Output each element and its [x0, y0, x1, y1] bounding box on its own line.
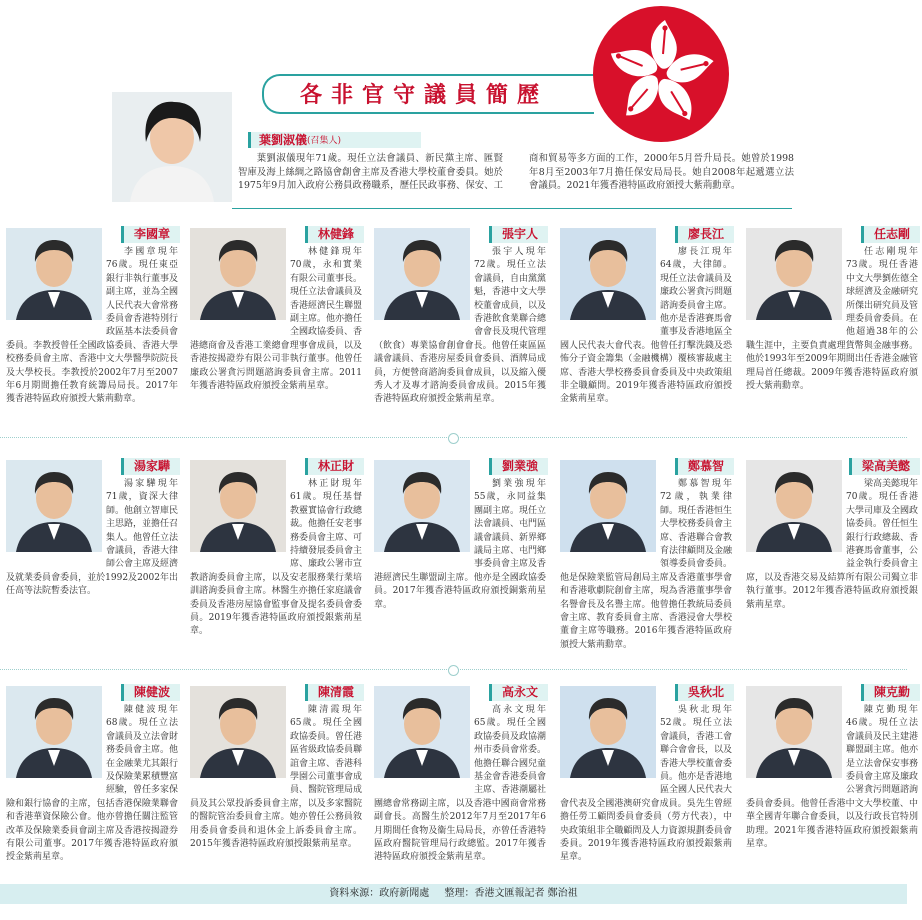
member-bio-text: 陳克勤現年46歲。現任立法會議員及民主建港聯盟副主席。他亦是立法會保安事務委員會主席及廉政公署貪污問題諮詢委員會委員。他曾任香港中文大學校董、中華全國青年聯合會委員，以及行政長官特別助理。2021年獲香港特區政府頒授銀紫荊星章。 — [746, 705, 919, 850]
member-bio-text: 廖長江現年64歲，大律師。現任立法會議員及廉政公署貪污問題諮詢委員會主席。他亦是香港賽馬會董事及香港地區全國人民代表大會代表。他曾任打擊洗錢及恐怖分子資金籌集（金融機構）覆核審裁處主席、香港大學校務委員會委員及中央政策組非全職顧問。2019年獲香港特區政府頒授金紫荊星章。 — [560, 247, 733, 405]
member-portrait — [746, 686, 842, 778]
member-portrait — [374, 686, 470, 778]
member-card — [374, 458, 550, 694]
member-name: 任志剛 — [861, 226, 920, 243]
row-divider — [0, 432, 907, 444]
member-bio-text: 鄭慕智現年72歲，執業律師。現任香港恒生大學校務委員會主席、香港聯合會教育法律顧問及金融領導委員會委員。他是保險業監管局創局主席及香港董事學會和香港歌劇院創會主席，現為香港董事學會名譽會長及名譽主席。他曾擔任教統局委員會主席、教育委員會主席、香港浸會大學校董會主席等職務。2016年獲香港特區政府頒授大紫荊勳章。 — [560, 479, 733, 650]
member-name: 陳健波 — [121, 684, 180, 701]
member-bio-text: 吳秋北現年52歲。現任立法會議員，香港工會聯合會會長，以及香港大學校董會委員。他亦是香港地區全國人民代表大會代表及全國港澳研究會成員。吳先生曾經擔任勞工顧問委員會委員（勞方代表），中央政策組非全職顧問及人力資源規劃委員會委員。2019年獲香港特區政府頒授銀紫荊星章。 — [560, 705, 733, 863]
member-name: 李國章 — [121, 226, 180, 243]
member-name: 梁高美懿 — [849, 458, 920, 475]
member-portrait — [374, 460, 470, 552]
member-portrait — [6, 228, 102, 320]
member-bio-text: 高永文現年65歲。現任全國政協委員及政協潮州市委員會常委。他擔任聯合國兒童基金會香港委員會主席、香港潮屬社團總會常務副主席，以及香港中國商會常務副會長。高醫生於2012年7月至2017年6月期間任食物及衞生局局長，亦曾任香港特區政府醫院管理局行政總監。2017年獲香港特區政府頒授金紫荊星章。 — [374, 705, 547, 863]
member-portrait — [6, 460, 102, 552]
member-name: 吳秋北 — [675, 684, 734, 701]
member-card — [6, 458, 182, 694]
row-divider — [0, 664, 907, 676]
member-bio-text: 梁高美懿現年70歲。現任香港大學司庫及全國政協委員。曾任恒生銀行行政總裁、香港賽馬會董事，公益金執行委員會主席，以及香港交易及結算所有限公司獨立非執行董事。2012年獲香港特區政府頒授銀紫荊星章。 — [746, 479, 919, 610]
member-card — [746, 458, 922, 694]
member-bio-text: 劉業強現年55歲，永同益集團副主席。現任立法會議員、屯門區議會議員、新界鄉議局主席、屯門鄉事委員會主席及香港經濟民生聯盟副主席。他亦是全國政協委員。2017年獲香港特區政府頒授銅紫荊星章。 — [374, 479, 547, 610]
member-name: 陳清霞 — [305, 684, 364, 701]
footer — [0, 884, 907, 904]
leader-portrait — [112, 92, 232, 202]
member-portrait — [560, 686, 656, 778]
member-card — [6, 226, 182, 462]
header — [0, 0, 907, 215]
member-name: 林健鋒 — [305, 226, 364, 243]
member-portrait — [746, 228, 842, 320]
footer-credits — [0, 884, 907, 904]
member-card — [190, 226, 366, 462]
member-bio-text: 任志剛現年73歲。現任香港中文大學劉佐德全球經濟及金融研究所傑出研究員及管理委員會委員。在他超過38年的公職生涯中，主要負責處理貨幣與金融事務。他於1993年至2009年期間出任香港金融管理局首任總裁。2009年獲香港特區政府頒授大紫荊勳章。 — [746, 247, 919, 392]
member-name: 高永文 — [489, 684, 548, 701]
leader-name: 葉劉淑儀 — [259, 133, 308, 147]
hong-kong-bauhinia-emblem-icon — [591, 4, 731, 144]
member-bio-text: 陳清霞現年65歲。現任全國政協委員。曾任港區省級政協委員聯誼會主席、香港科學園公司董事會成員、醫院管理局成員及其公眾投訴委員會主席，以及多家醫院的醫院管治委員會主席。她亦曾任公務員敘用委員會委員和退休金上訴委員會主席。2015年獲香港特區政府頒授銀紫荊星章。 — [190, 705, 363, 850]
member-portrait — [560, 228, 656, 320]
member-portrait — [190, 686, 286, 778]
member-name: 陳克勤 — [861, 684, 920, 701]
footer-source: 資料來源：政府新聞處 — [329, 888, 430, 899]
member-card — [560, 458, 736, 694]
member-bio-text: 林正財現年61歲。現任基督教靈實協會行政總裁。他擔任安老事務委員會主席、可持續發展委員會主席、廉政公署市宣教諮詢委員會主席，以及安老服務業行業培訓諮詢委員會主席。林醫生亦擔任家庭議會委員及香港房屋協會監事會及提名委員會委員。2019年獲香港特區政府頒授銀紫荊星章。 — [190, 479, 363, 637]
member-card — [190, 458, 366, 694]
member-name: 劉業強 — [489, 458, 548, 475]
member-bio-text: 張宇人現年72歲。現任立法會議員，自由黨黨魁，香港中文大學校董會成員，以及香港飲食業聯合總會會長及現代管理（飲食）專業協會創會會長。他曾任東區區議會議員、香港房屋委員會委員、酒牌局成員，方便營商諮詢委員會成員，以及縮入優秀人才及專才諮詢委員會成員。2015年獲香港特區政府頒授金紫荊星章。 — [374, 247, 547, 405]
member-card — [560, 226, 736, 462]
member-portrait — [560, 460, 656, 552]
member-card — [746, 226, 922, 462]
member-portrait — [190, 228, 286, 320]
member-name: 鄭慕智 — [675, 458, 734, 475]
page-title: 各非官守議員簡歷 — [300, 82, 549, 108]
member-bio-text: 林健鋒現年70歲，永和實業有限公司董事長。現任立法會議員及香港經濟民生聯盟副主席。他亦擔任全國政協委員、香港總商會及香港工業總會理事會成員，以及香港按揭證券有限公司非執行董事。他曾任廉政公署貪污問題諮詢委員會主席。2011年獲香港特區政府頒授金紫荊星章。 — [190, 247, 363, 392]
leader-bio: 葉劉淑儀現年71歲。現任立法會議員、新民黨主席、匯賢智庫及海上絲綢之路協會創會主席及香港大學校董會委員。她於1975年9月加入政府公務員政務職系，歷任民政事務、保安、工商和貿易等多方面的工作，2000年5月晉升局長。她曾於1998年8月至2003年7月擔任保安局局長。她自2008年起遞選立法會議員。2021年獲香港特區政府頒授大紫荊勳章。 — [238, 153, 794, 192]
member-card — [374, 226, 550, 462]
header-divider — [232, 208, 792, 209]
member-name: 林正財 — [305, 458, 364, 475]
member-bio-text: 湯家驊現年71歲，資深大律師。他創立智庫民主思路，並擔任召集人。他曾任立法會議員，香港大律師公會主席及經濟及就業委員會委員，並於1992及2002年出任高等法院暫委法官。 — [6, 479, 179, 597]
member-name: 張宇人 — [489, 226, 548, 243]
member-bio-text: 陳健波現年68歲。現任立法會議員及立法會財務委員會主席。他在金融業尤其銀行及保險業累積豐富經驗，曾任多家保險和銀行協會的主席，包括香港保險業聯會和香港華資保險公會。他亦曾擔任關注監管改革及保險業委員會副主席及香港按揭證券有限公司董事。2017年獲香港特區政府頒授金紫荊星章。 — [6, 705, 179, 863]
member-portrait — [6, 686, 102, 778]
member-portrait — [746, 460, 842, 552]
member-name: 湯家驊 — [121, 458, 180, 475]
member-portrait — [374, 228, 470, 320]
footer-editor: 整理：香港文匯報記者 鄭治祖 — [444, 888, 578, 899]
member-name: 廖長江 — [675, 226, 734, 243]
member-bio-text: 李國章現年76歲。現任東亞銀行非執行董事及副主席，並為全國人民代表大會常務委員會香港特別行政區基本法委員會委員。李教授曾任全國政協委員、香港大學校務委員會主席、香港中文大學醫學院院長及大學校長。李教授於2002年7月至2007年6月期間擔任教育統籌局局長。2017年獲香港特區政府頒授大紫荊勳章。 — [6, 247, 179, 405]
leader-role-note: (召集人) — [307, 136, 342, 146]
leader-name-tag — [248, 132, 421, 148]
member-portrait — [190, 460, 286, 552]
